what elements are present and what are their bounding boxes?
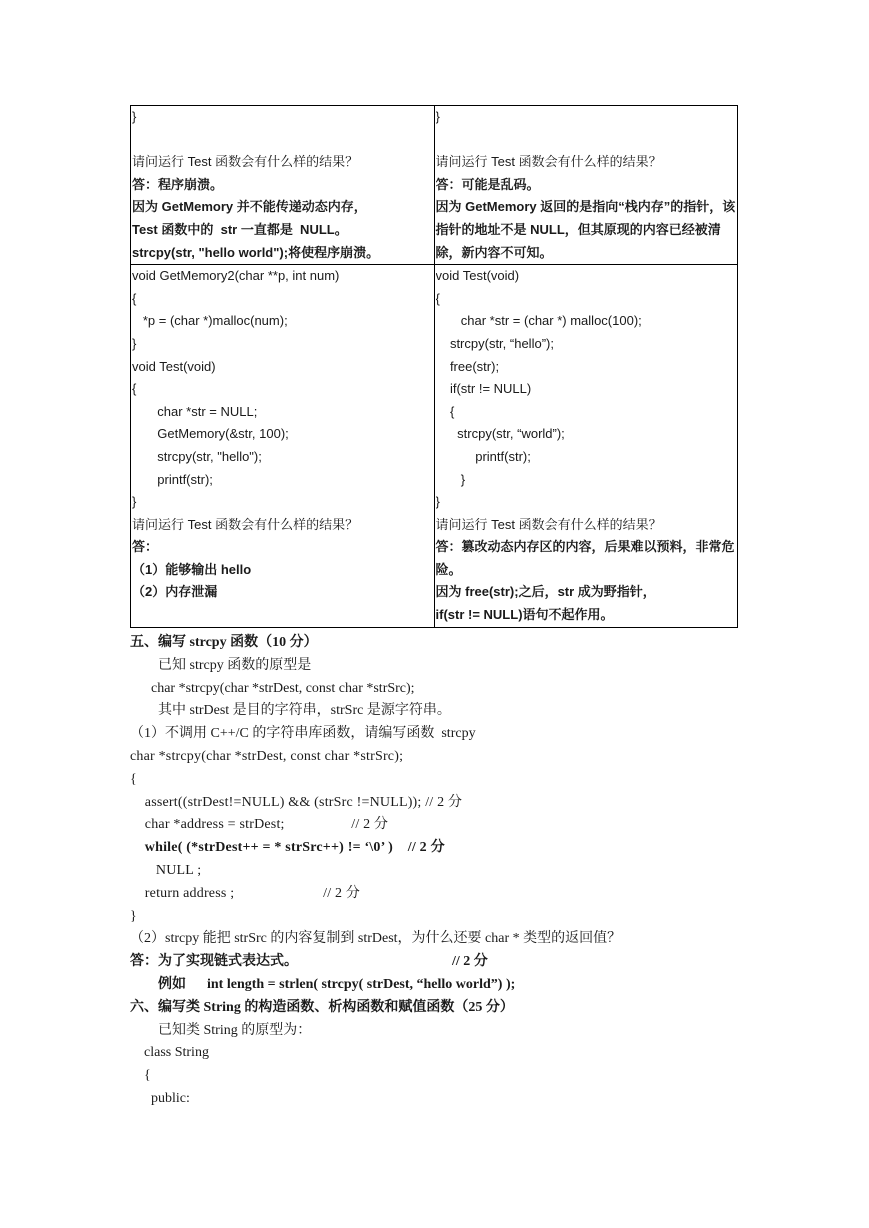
answer-line: 答：为了实现链式表达式。 // 2 分 (130, 954, 488, 970)
text-line: } (435, 109, 440, 124)
text-line: char *strcpy(char *strDest, const char *strSrc); (130, 680, 415, 696)
code-line: printf(str); (435, 448, 531, 464)
code-line: { (132, 290, 137, 306)
code-line: char *str = NULL; (132, 403, 258, 419)
code-line: { (130, 1068, 151, 1084)
code-line: strcpy(str, “world”); (435, 426, 565, 442)
answer-line: （1）能够输出 hello (132, 561, 252, 577)
text-line: 已知类 String 的原型为： (130, 1022, 312, 1038)
table-row (131, 106, 738, 265)
cell-getmemory-null-answer (131, 106, 435, 265)
code-line: strcpy(str, “hello”); (435, 335, 554, 351)
code-line: assert((strDest!=NULL) && (strSrc !=NULL)); // 2 分 (130, 794, 463, 810)
code-line: } (132, 335, 137, 351)
answer-line: 答： (132, 539, 159, 555)
question-line: 请问运行 Test 函数会有什么样的结果？ (435, 516, 662, 532)
text-line (132, 129, 434, 152)
section-heading: 六、编写类 String 的构造函数、析构函数和赋值函数（25 分） (130, 999, 514, 1015)
code-line: } (132, 494, 137, 510)
code-line: char *strcpy(char *strDest, const char *strSrc); (130, 748, 404, 764)
code-line: { (132, 381, 137, 397)
code-line: strcpy(str, "hello"); (132, 448, 262, 464)
code-line: printf(str); (132, 471, 213, 487)
answer-line: 因为 GetMemory 并不能传递动态内存， (132, 199, 367, 215)
question-line: （2）strcpy 能把 strSrc 的内容复制到 strDest，为什么还要 char * 类型的返回值？ (130, 931, 622, 947)
code-line: NULL ; (130, 862, 202, 878)
code-line: { (435, 290, 440, 306)
code-line: while( (*strDest++ = * strSrc++) != ‘\0’ ) // 2 分 (130, 840, 445, 856)
code-line: *p = (char *)malloc(num); (132, 313, 288, 329)
answer-line: strcpy(str, "hello world");将使程序崩溃。 (132, 244, 380, 260)
code-line: void Test(void) (435, 268, 520, 284)
code-line: if(str != NULL) (435, 381, 532, 397)
body-text (130, 632, 750, 1111)
cell-stack-memory-answer (434, 106, 738, 265)
answer-paragraph: 因为 GetMemory 返回的是指向“栈内存”的指针，该指针的地址不是 NULL，但其原现的内容已经被清除，新内容不可知。 (435, 199, 736, 260)
answer-line: Test 函数中的 str 一直都是 NULL。 (132, 221, 348, 237)
answer-line: 答：程序崩溃。 (132, 176, 224, 192)
question-line: 请问运行 Test 函数会有什么样的结果？ (132, 516, 359, 532)
cell-getmemory2-code (131, 265, 435, 628)
text-line: （1）不调用 C++/C 的字符串库函数，请编写函数 strcpy (130, 726, 476, 742)
answer-line: （2）内存泄漏 (132, 584, 218, 600)
section-heading: 五、编写 strcpy 函数（10 分） (130, 635, 318, 650)
code-line: } (435, 471, 466, 487)
code-line: char *address = strDest; // 2 分 (130, 817, 389, 833)
code-line: public: (130, 1090, 190, 1106)
question-line: 请问运行 Test 函数会有什么样的结果？ (435, 154, 662, 170)
code-line: free(str); (435, 358, 500, 374)
text-line: 其中 strDest 是目的字符串，strSrc 是源字符串。 (130, 703, 451, 719)
cell-free-pointer-code (434, 265, 738, 628)
example-line: 例如 int length = strlen( strcpy( strDest, “hello world”) ); (130, 976, 516, 992)
text-line (436, 129, 738, 152)
code-line: class String (130, 1045, 209, 1061)
code-line: void GetMemory2(char **p, int num) (132, 268, 340, 284)
qa-table (130, 105, 738, 628)
code-line: return address ; // 2 分 (130, 885, 361, 901)
code-line: GetMemory(&str, 100); (132, 426, 289, 442)
answer-paragraph: 答：篡改动态内存区的内容，后果难以预料，非常危险。 (435, 539, 735, 577)
question-line: 请问运行 Test 函数会有什么样的结果？ (132, 154, 359, 170)
answer-line: 因为 free(str);之后，str 成为野指针， (435, 584, 656, 600)
answer-line: if(str != NULL)语句不起作用。 (435, 607, 614, 623)
code-line: void Test(void) (132, 358, 216, 374)
code-line: { (435, 403, 455, 419)
code-line: } (435, 494, 440, 510)
code-line: { (130, 771, 137, 787)
text-line: 已知 strcpy 函数的原型是 (130, 657, 312, 673)
text-line: } (132, 109, 137, 124)
code-line: char *str = (char *) malloc(100); (435, 313, 642, 329)
answer-line: 答：可能是乱码。 (435, 176, 540, 192)
code-line: } (130, 908, 137, 924)
table-row (131, 265, 738, 628)
